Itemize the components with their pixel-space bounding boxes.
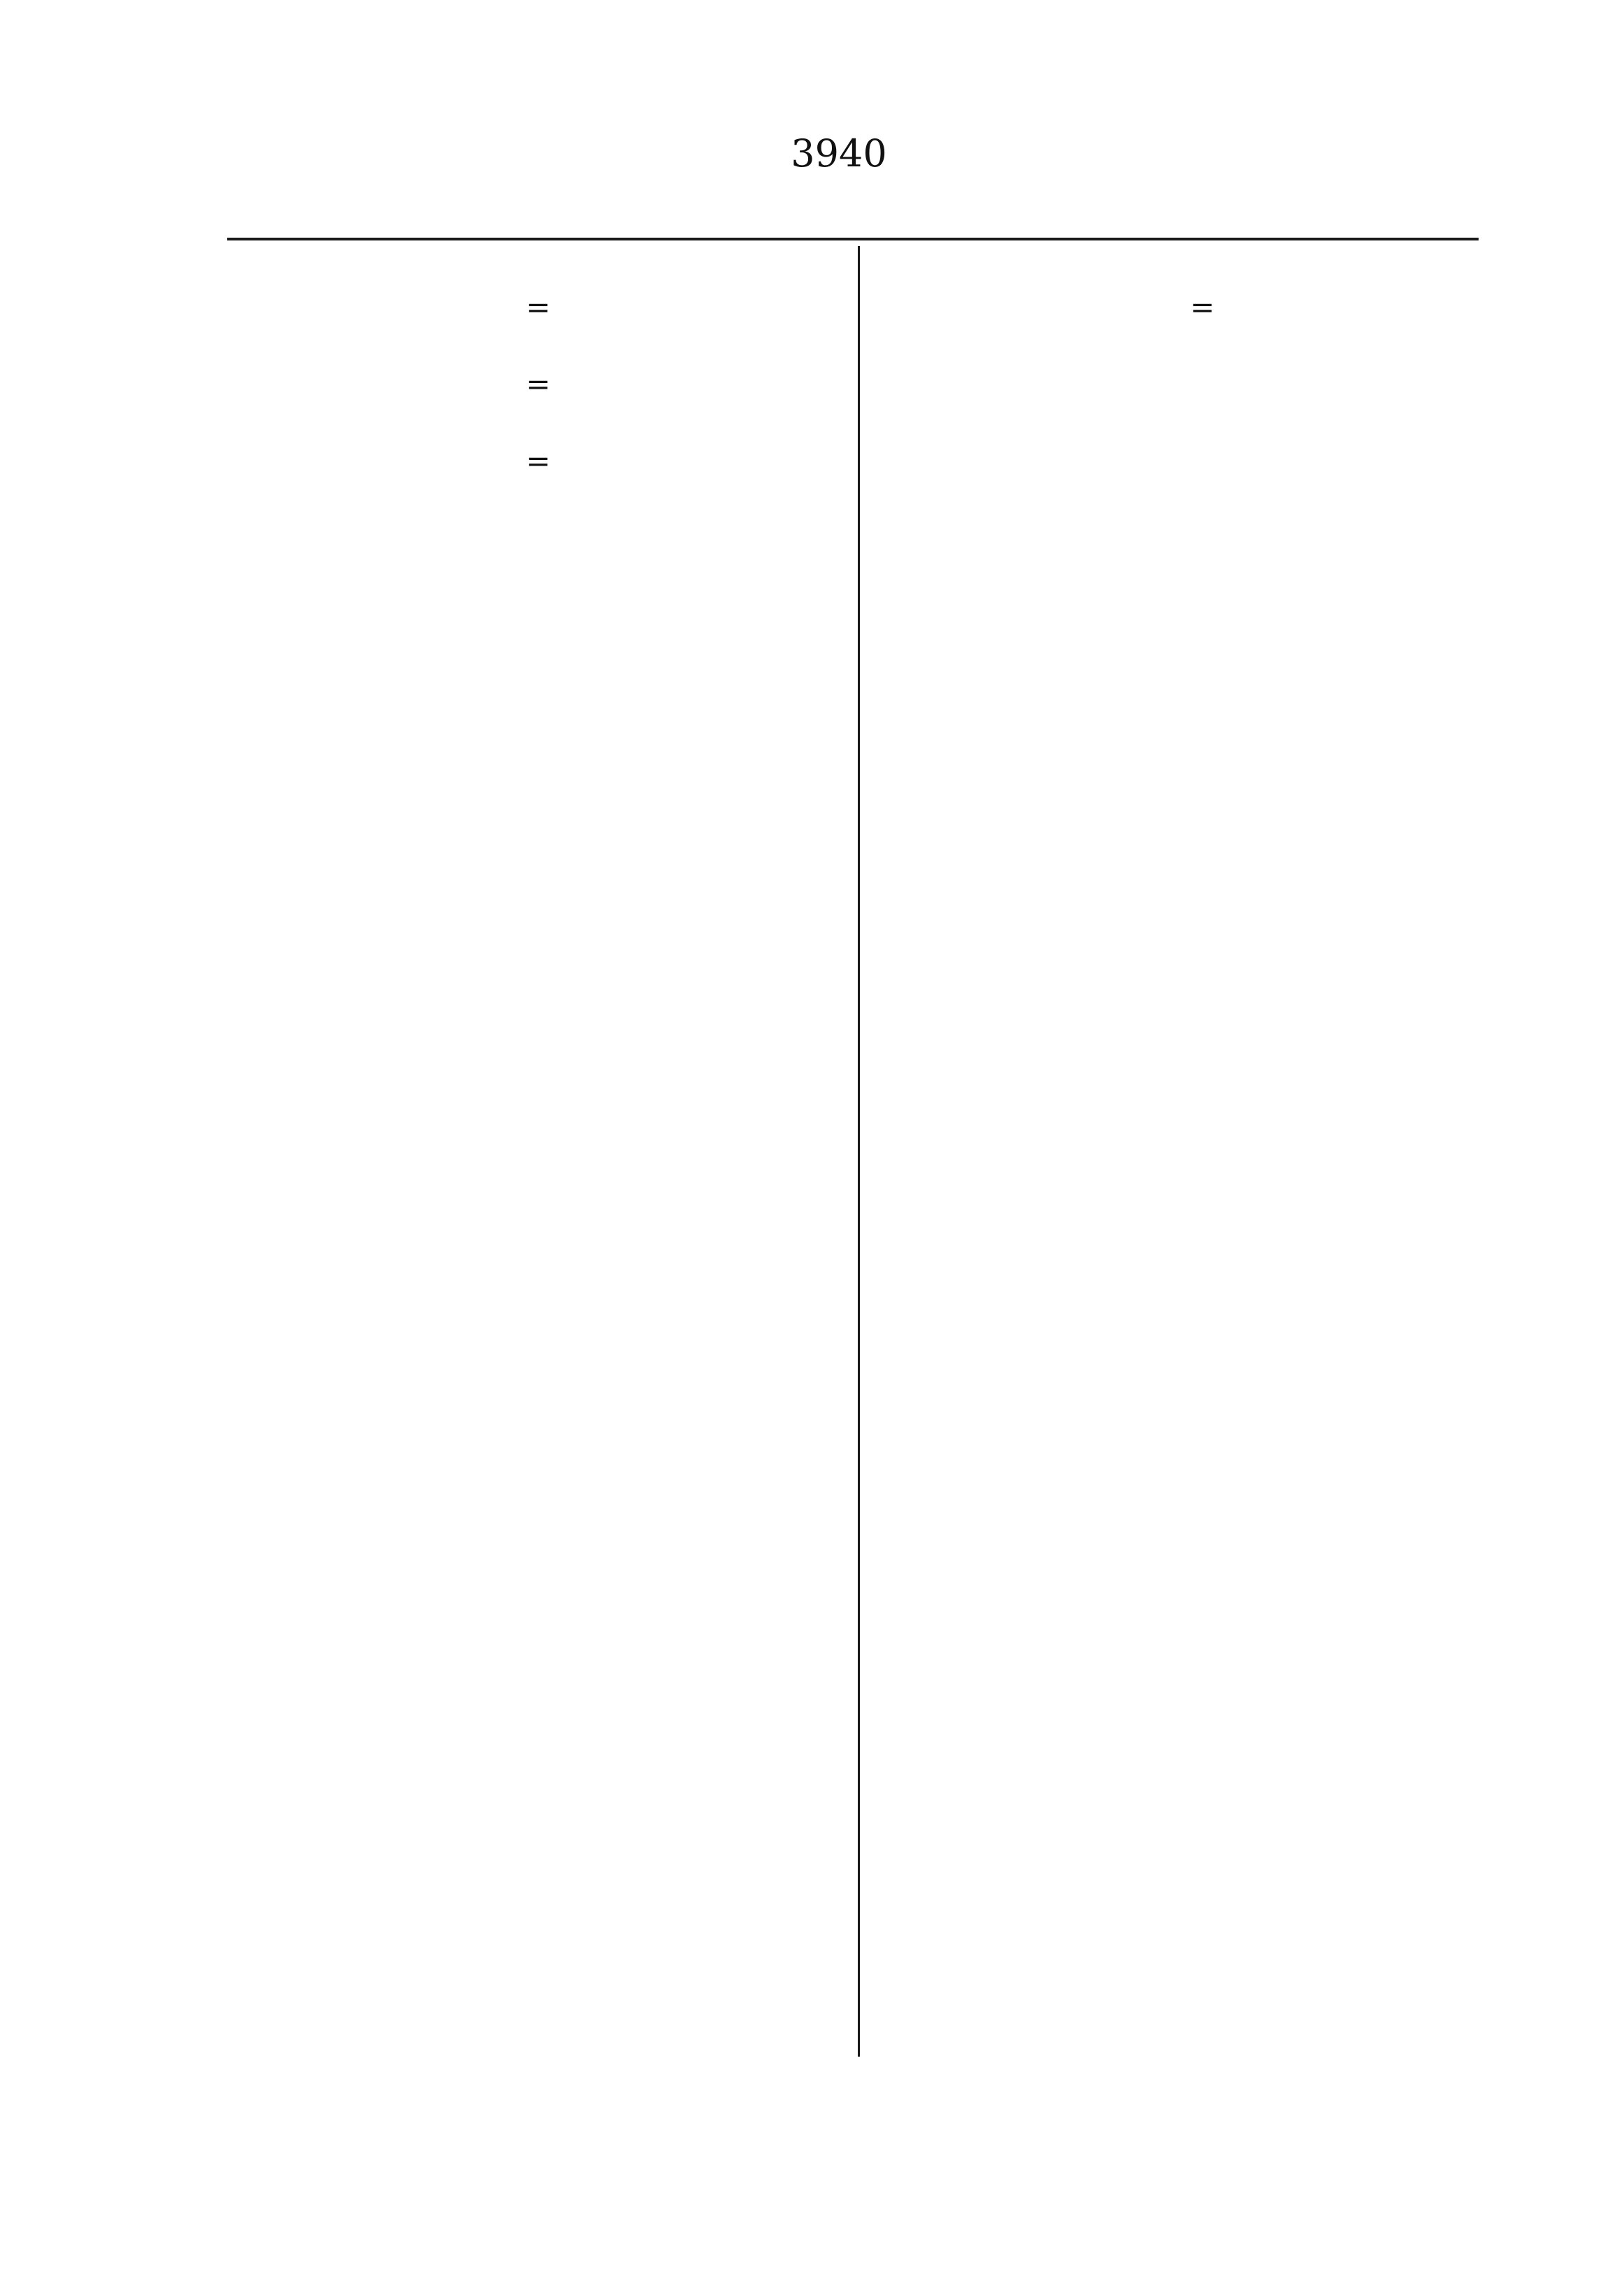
cross-reference — [877, 283, 1493, 332]
cross-reference-term — [213, 437, 507, 486]
equals-sign: = — [526, 290, 551, 324]
cross-reference-term — [213, 360, 507, 409]
left-column — [213, 255, 800, 2059]
column-divider — [858, 246, 860, 2057]
equals-sign: = — [526, 367, 551, 401]
equals-sign: = — [526, 444, 551, 478]
cross-reference — [213, 360, 800, 409]
cross-reference-term — [213, 283, 507, 332]
equals-sign: = — [1190, 290, 1215, 324]
page-number: 3940 — [791, 131, 887, 175]
right-column — [877, 255, 1493, 2059]
cross-reference — [213, 283, 800, 332]
cross-reference-term — [877, 283, 1171, 332]
header-rule — [227, 238, 1479, 240]
cross-reference — [213, 437, 800, 486]
